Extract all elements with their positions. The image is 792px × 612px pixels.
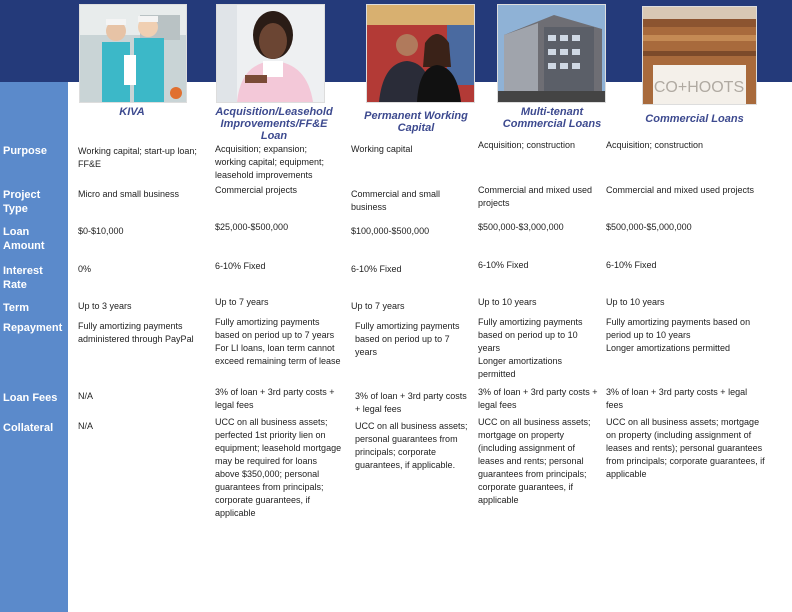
cell-cl-repayment — [606, 316, 762, 355]
repayment-line: Longer amortizations permitted — [606, 343, 731, 353]
cell-acq-loan-amount: $25,000-$500,000 — [215, 222, 289, 232]
row-label-collateral: Collateral — [3, 422, 54, 434]
program-title-multi-tenant: Multi-tenant Commercial Loans — [502, 106, 602, 130]
cell-wc-loan-amount: $100,000-$500,000 — [351, 226, 430, 236]
repayment-line: Fully amortizing payments based on period up to 10 years — [606, 317, 751, 340]
cell-mt-collateral: UCC on all business assets; mortgage on property (including assignment of leases and rents; personal guarantees from principals; corporate guarantees, if applicable — [478, 417, 591, 505]
repayment-line: Fully amortizing payments based on period up to 10 years — [478, 317, 583, 353]
cell-wc-purpose: Working capital — [351, 144, 413, 154]
cell-kiva-repayment — [78, 320, 206, 346]
row-label-loan-amount: Loan Amount — [3, 226, 45, 252]
cell-mt-loan-fees: 3% of loan + 3rd party costs + legal fees — [478, 387, 598, 410]
cell-wc-project-type: Commercial and small business — [351, 189, 441, 212]
cell-mt-term: Up to 10 years — [478, 297, 537, 307]
cell-kiva-loan-fees: N/A — [78, 391, 94, 401]
cell-cl-purpose: Acquisition; construction — [606, 140, 704, 150]
cell-kiva-collateral: N/A — [78, 421, 94, 431]
cell-cl-loan-fees: 3% of loan + 3rd party costs + legal fees — [606, 387, 748, 410]
cell-wc-interest-rate: 6-10% Fixed — [351, 264, 402, 274]
commercial-loans-photo — [642, 6, 757, 105]
cell-mt-purpose: Acquisition; construction — [478, 140, 576, 150]
row-label-interest-rate: Interest Rate — [3, 265, 43, 291]
cell-cl-collateral: UCC on all business assets; mortgage on property (including assignment of leases and rents); personal guarantees from principals; corporate guarantees, if applicable — [606, 417, 765, 479]
cell-acq-loan-fees: 3% of loan + 3rd party costs + legal fees — [215, 387, 335, 410]
cell-kiva-term: Up to 3 years — [78, 301, 132, 311]
program-title-kiva: KIVA — [119, 106, 145, 118]
repayment-line: For LI loans, loan term cannot exceed remaining term of lease — [215, 343, 341, 366]
repayment-line: Fully amortizing payments administered through PayPal — [78, 321, 194, 344]
cell-cl-project-type: Commercial and mixed used projects — [606, 185, 755, 195]
cell-kiva-loan-amount: $0-$10,000 — [78, 226, 124, 236]
cell-mt-repayment — [478, 316, 598, 381]
cell-cl-interest-rate: 6-10% Fixed — [606, 260, 657, 270]
cell-acq-term: Up to 7 years — [215, 297, 269, 307]
cell-wc-repayment — [355, 320, 467, 359]
cell-acq-collateral: UCC on all business assets; perfected 1st priority lien on equipment; leasehold mortgage may be required for loans above $350,000; personal guarantees from principals; corporate guarantees, if applicable — [215, 417, 342, 518]
repayment-line: Longer amortizations permitted — [478, 356, 563, 379]
cell-cl-loan-amount: $500,000-$5,000,000 — [606, 222, 692, 232]
row-label-project-type: Project Type — [3, 189, 41, 215]
working-capital-photo — [366, 4, 475, 103]
kiva-photo — [79, 4, 187, 103]
repayment-line: Fully amortizing payments based on period up to 7 years — [215, 317, 335, 340]
row-label-loan-fees: Loan Fees — [3, 392, 58, 404]
program-title-working-capital: Permanent Working Capital — [364, 110, 468, 134]
cell-acq-purpose: Acquisition; expansion; working capital; equipment; leasehold improvements — [215, 144, 325, 180]
program-title-acquisition: Acquisition/Leasehold Improvements/FF&E Loan — [215, 106, 333, 142]
repayment-line: Fully amortizing payments based on period up to 7 years — [355, 321, 460, 357]
cell-wc-loan-fees: 3% of loan + 3rd party costs + legal fees — [355, 391, 467, 414]
cell-mt-project-type: Commercial and mixed used projects — [478, 185, 593, 208]
cell-cl-term: Up to 10 years — [606, 297, 665, 307]
multi-tenant-photo — [497, 4, 606, 103]
cell-mt-loan-amount: $500,000-$3,000,000 — [478, 222, 564, 232]
cell-wc-term: Up to 7 years — [351, 301, 405, 311]
cell-kiva-purpose: Working capital; start-up loan; FF&E — [78, 146, 197, 169]
row-label-column — [0, 82, 68, 612]
cell-kiva-project-type: Micro and small business — [78, 189, 180, 199]
cell-acq-interest-rate: 6-10% Fixed — [215, 261, 266, 271]
cell-wc-collateral: UCC on all business assets; personal guarantees from principals; corporate guarantees, if applicable. — [355, 421, 468, 470]
cell-acq-repayment — [215, 316, 341, 368]
row-label-term: Term — [3, 302, 30, 314]
program-title-commercial: Commercial Loans — [645, 113, 744, 125]
cell-kiva-interest-rate: 0% — [78, 264, 92, 274]
cell-acq-project-type: Commercial projects — [215, 185, 298, 195]
cell-mt-interest-rate: 6-10% Fixed — [478, 260, 529, 270]
sign-text: CO+HOOTS — [653, 79, 745, 96]
row-label-purpose: Purpose — [3, 145, 48, 157]
row-label-repayment: Repayment — [3, 322, 63, 334]
acquisition-photo — [216, 4, 325, 103]
